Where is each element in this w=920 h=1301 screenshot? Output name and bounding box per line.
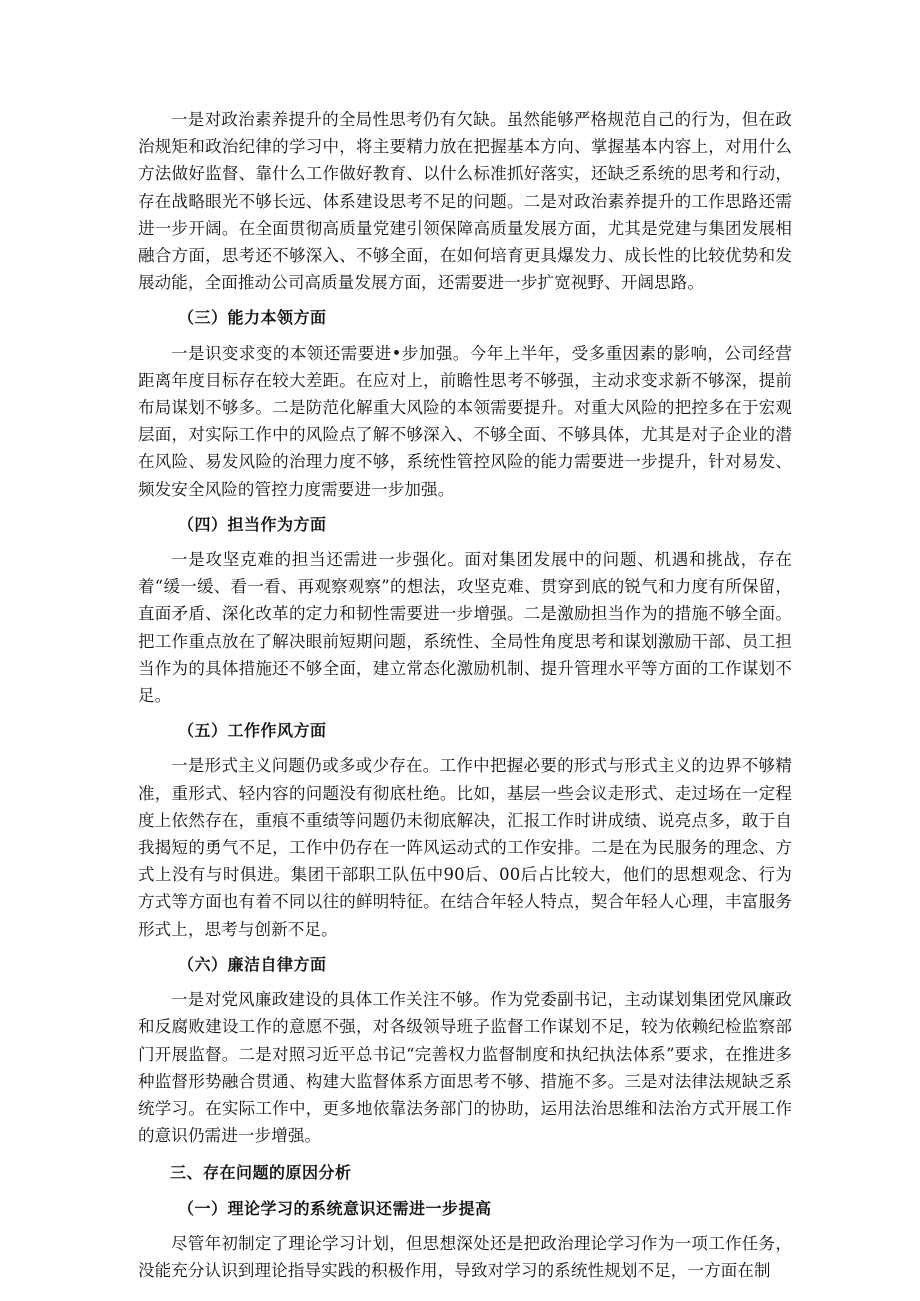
heading-responsibility: （四）担当作为方面 xyxy=(178,514,327,534)
paragraph-integrity: 一是对党风廉政建设的具体工作关注不够。作为党委副书记，主动谋划集团党风廉政和反腐败建设工作的意愿不强，对各级领导班子监督工作谋划不足，较为依赖纪检监察部门开展监督。二是对照习近平总书记“完善权力监督制度和执纪执法体系”要求，在推进多种监督形势融合贯通、构建大监督体系方面思考不够、措施不多。三是对法律法规缺乏系统学习。在实际工作中，更多地依靠法务部门的协助，运用法治思维和法治方式开展工作的意识仍需进一步增强。 xyxy=(138,990,792,1146)
paragraph-work-style: 一是形式主义问题仍或多或少存在。工作中把握必要的形式与形式主义的边界不够精准，重形式、轻内容的问题没有彻底杜绝。比如，基层一些会议走形式、走过场在一定程度上依然存在，重痕不重绩等问题仍未彻底解决，汇报工作时讲成绩、说亮点多，敢于自我揭短的勇气不足，工作中仍存在一阵风运动式的工作安排。二是在为民服务的理念、方式上没有与时俱进。集团干部职工队伍中90后、00后占比较大，他们的思想观念、行为方式等方面也有着不同以往的鲜明特征。在结合年轻人特点，契合年轻人心理，丰富服务形式上，思考与创新不足。 xyxy=(138,756,792,939)
document-page xyxy=(138,106,792,1284)
paragraph-theory-study: 尽管年初制定了理论学习计划，但思想深处还是把政治理论学习作为一项工作任务，没能充分认识到理论指导实践的积极作用，导致对学习的系统性规划不足，一方面在制 xyxy=(138,1233,792,1280)
paragraph-responsibility: 一是攻坚克难的担当还需进一步强化。面对集团发展中的问题、机遇和挑战，存在着“缓一缓、看一看、再观察观察”的想法，攻坚克难、贯穿到底的锐气和力度有所保留，直面矛盾、深化改革的定力和韧性需要进一步增强。二是激励担当作为的措施不够全面。把工作重点放在了解决眼前短期问题，系统性、全局性角度思考和谋划激励干部、员工担当作为的具体措施还不够全面，建立常态化激励机制、提升管理水平等方面的工作谋划不足。 xyxy=(138,550,792,706)
heading-cause-analysis: 三、存在问题的原因分析 xyxy=(170,1163,352,1183)
heading-integrity: （六）廉洁自律方面 xyxy=(178,954,327,974)
heading-work-style: （五）工作作风方面 xyxy=(178,721,327,741)
heading-ability: （三）能力本领方面 xyxy=(178,308,327,328)
paragraph-political-literacy: 一是对政治素养提升的全局性思考仍有欠缺。虽然能够严格规范自己的行为，但在政治规矩和政治纪律的学习中，将主要精力放在把握基本方向、掌握基本内容上，对用什么方法做好监督、靠什么工作做好教育、以什么标准抓好落实，还缺乏系统的思考和行动，存在战略眼光不够长远、体系建设思考不足的问题。二是对政治素养提升的工作思路还需进一步开阔。在全面贯彻高质量党建引领保障高质量发展方面，尤其是党建与集团发展相融合方面，思考还不够深入、不够全面，在如何培育更具爆发力、成长性的比较优势和发展动能，全面推动公司高质量发展方面，还需要进一步扩宽视野、开阔思路。 xyxy=(138,110,792,293)
heading-theory-study: （一）理论学习的系统意识还需进一步提高 xyxy=(178,1198,492,1218)
paragraph-ability: 一是识变求变的本领还需要进•步加强。今年上半年，受多重因素的影响，公司经营距离年度目标存在较大差距。在应对上，前瞻性思考不够强，主动求变求新不够深，提前布局谋划不够多。二是防范化解重大风险的本领需要提升。对重大风险的把控多在于宏观层面，对实际工作中的风险点了解不够深入、不够全面、不够具体，尤其是对子企业的潜在风险、易发风险的治理力度不够，系统性管控风险的能力需要进一步提升，针对易发、频发安全风险的管控力度需要进一步加强。 xyxy=(138,343,792,499)
